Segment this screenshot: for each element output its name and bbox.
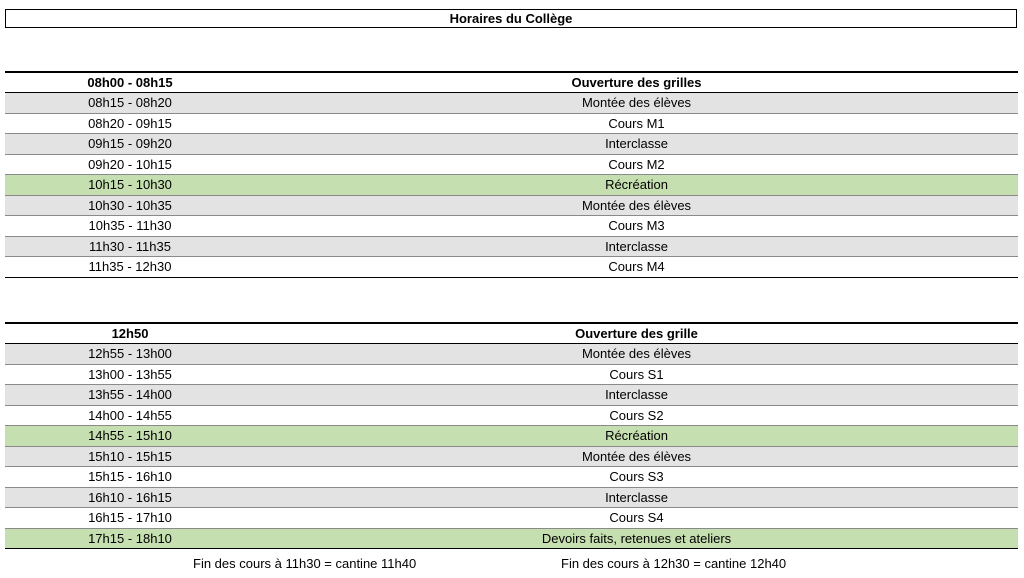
table-row: [5, 114, 1018, 135]
table-row: [5, 344, 1018, 365]
header-time: 08h00 - 08h15: [87, 75, 173, 90]
afternoon-schedule-table: [5, 322, 1018, 549]
time-cell: 14h55 - 15h10: [88, 428, 172, 444]
morning-schedule-table: [5, 71, 1018, 278]
time-cell: 16h10 - 16h15: [88, 489, 172, 505]
activity-cell: Interclasse: [605, 136, 668, 152]
header-activity: Ouverture des grilles: [571, 75, 702, 90]
time-cell: 11h30 - 11h35: [89, 238, 171, 254]
time-cell: 09h15 - 09h20: [88, 136, 172, 152]
activity-cell: Récréation: [605, 177, 668, 193]
table-row: [5, 447, 1018, 468]
afternoon-header-row: [5, 322, 1018, 344]
table-row: [5, 426, 1018, 447]
table-row: [5, 216, 1018, 237]
table-row: [5, 257, 1018, 278]
time-cell: 12h55 - 13h00: [88, 346, 172, 362]
activity-cell: Montée des élèves: [581, 448, 692, 464]
activity-cell: Cours S1: [609, 366, 664, 382]
activity-cell: Cours M4: [608, 259, 665, 275]
time-cell: 15h10 - 15h15: [88, 448, 172, 464]
activity-cell: Cours M3: [608, 218, 665, 234]
activity-cell: Récréation: [605, 428, 668, 444]
activity-cell: Cours S2: [609, 407, 664, 423]
time-cell: 13h00 - 13h55: [88, 366, 172, 382]
time-cell: 08h15 - 08h20: [88, 95, 172, 111]
table-row: [5, 406, 1018, 427]
table-row: [5, 155, 1018, 176]
table-row: [5, 508, 1018, 529]
time-cell: 17h15 - 18h10: [88, 530, 172, 546]
table-row: [5, 529, 1018, 550]
activity-cell: Cours M1: [608, 115, 665, 131]
activity-cell: Devoirs faits, retenues et ateliers: [541, 530, 732, 546]
time-cell: 11h35 - 12h30: [88, 259, 172, 275]
table-row: [5, 237, 1018, 258]
activity-cell: Interclasse: [605, 387, 668, 403]
time-cell: 09h20 - 10h15: [88, 156, 172, 172]
activity-cell: Interclasse: [605, 238, 668, 254]
time-cell: 15h15 - 16h10: [88, 469, 172, 485]
time-cell: 14h00 - 14h55: [88, 407, 172, 423]
activity-cell: Montée des élèves: [581, 346, 692, 362]
activity-cell: Interclasse: [605, 489, 668, 505]
table-row: [5, 196, 1018, 217]
activity-cell: Montée des élèves: [581, 197, 692, 213]
header-time: 12h50: [111, 326, 149, 341]
table-row: [5, 365, 1018, 386]
table-row: [5, 488, 1018, 509]
morning-header-row: [5, 71, 1018, 93]
table-row: [5, 385, 1018, 406]
activity-cell: Cours S4: [609, 510, 664, 526]
time-cell: 08h20 - 09h15: [88, 115, 172, 131]
footer-note-afternoon: Fin des cours à 12h30 = cantine 12h40: [561, 556, 787, 571]
time-cell: 10h30 - 10h35: [88, 197, 172, 213]
page-title: Horaires du Collège: [5, 9, 1017, 28]
time-cell: 10h15 - 10h30: [88, 177, 172, 193]
activity-cell: Montée des élèves: [581, 95, 692, 111]
table-row: [5, 93, 1018, 114]
header-activity: Ouverture des grille: [575, 326, 698, 341]
table-row: [5, 175, 1018, 196]
time-cell: 13h55 - 14h00: [88, 387, 172, 403]
table-row: [5, 467, 1018, 488]
time-cell: 10h35 - 11h30: [88, 218, 172, 234]
table-row: [5, 134, 1018, 155]
activity-cell: Cours S3: [609, 469, 664, 485]
footer-note-morning: Fin des cours à 11h30 = cantine 11h40: [193, 556, 417, 571]
time-cell: 16h15 - 17h10: [88, 510, 172, 526]
activity-cell: Cours M2: [608, 156, 665, 172]
